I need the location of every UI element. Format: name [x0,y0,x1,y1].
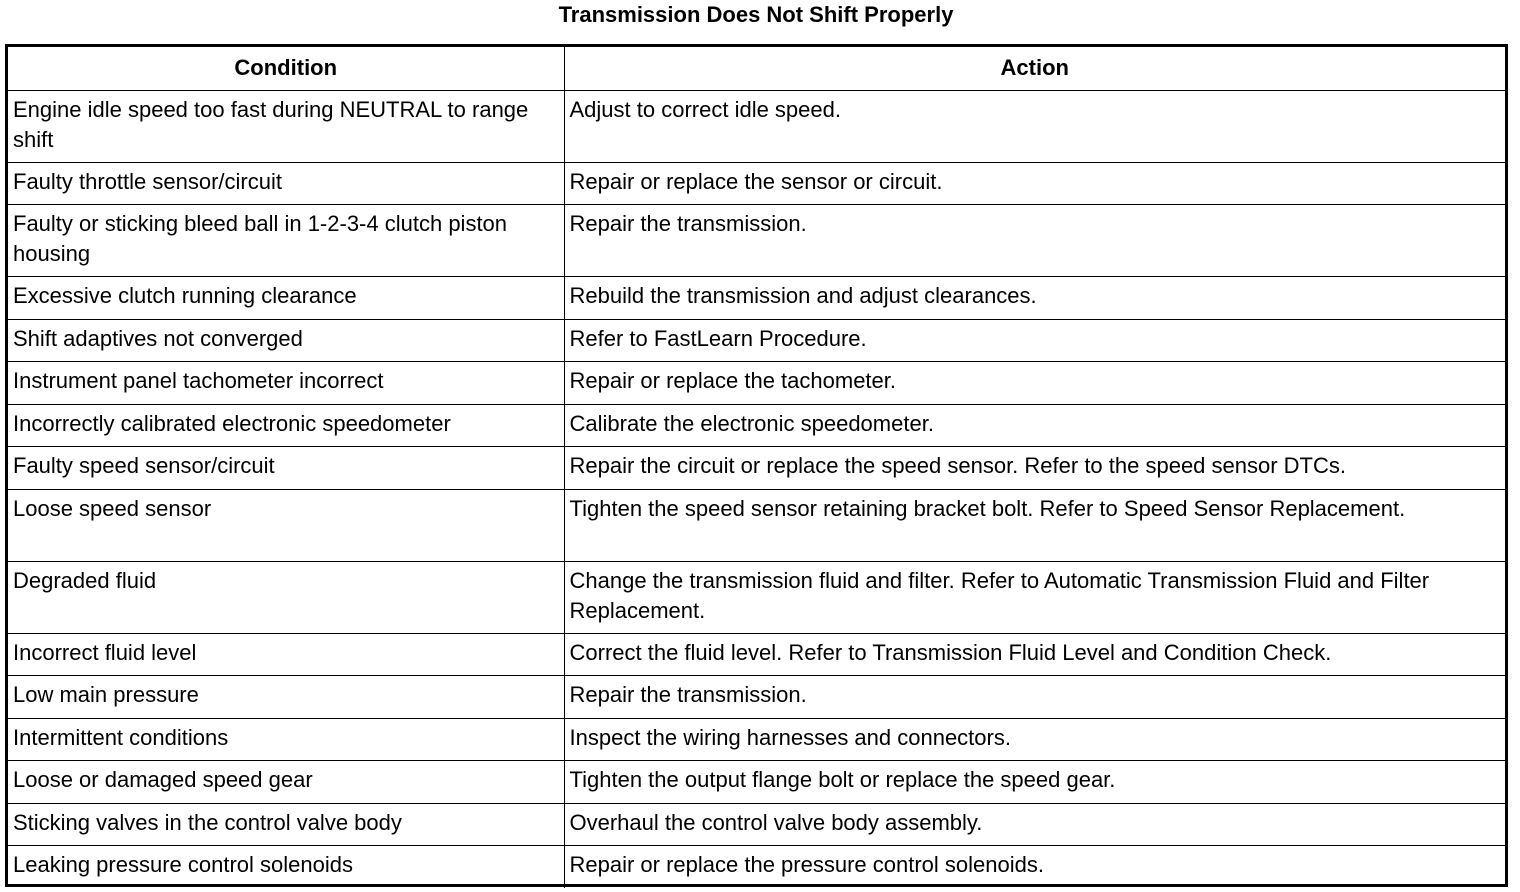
condition-cell: Faulty throttle sensor/circuit [8,162,564,205]
table-row [8,205,1505,277]
action-cell: Rebuild the transmission and adjust clearances. [564,277,1505,320]
table-row [8,633,1505,676]
condition-cell: Engine idle speed too fast during NEUTRAL to range shift [8,90,564,162]
table-row [8,489,1505,561]
action-cell: Repair or replace the tachometer. [564,362,1505,405]
condition-cell: Incorrectly calibrated electronic speedometer [8,404,564,447]
condition-cell: Leaking pressure control solenoids [8,846,564,889]
table-row [8,447,1505,490]
condition-cell: Intermittent conditions [8,718,564,761]
action-cell: Tighten the output flange bolt or replace the speed gear. [564,761,1505,804]
table-row [8,162,1505,205]
action-cell: Tighten the speed sensor retaining bracket bolt. Refer to Speed Sensor Replacement. [564,489,1505,561]
action-cell: Repair or replace the sensor or circuit. [564,162,1505,205]
condition-cell: Loose speed sensor [8,489,564,561]
condition-cell: Shift adaptives not converged [8,319,564,362]
condition-cell: Incorrect fluid level [8,633,564,676]
action-cell: Correct the fluid level. Refer to Transmission Fluid Level and Condition Check. [564,633,1505,676]
table-row [8,846,1505,889]
table-row [8,277,1505,320]
condition-cell: Sticking valves in the control valve body [8,803,564,846]
condition-cell: Faulty or sticking bleed ball in 1-2-3-4 clutch piston housing [8,205,564,277]
column-header-action: Action [564,47,1505,90]
action-cell: Repair the transmission. [564,676,1505,719]
page-title: Transmission Does Not Shift Properly [558,2,954,27]
action-cell: Repair the circuit or replace the speed sensor. Refer to the speed sensor DTCs. [564,447,1505,490]
action-cell: Repair or replace the pressure control solenoids. [564,846,1505,889]
condition-cell: Instrument panel tachometer incorrect [8,362,564,405]
condition-cell: Faulty speed sensor/circuit [8,447,564,490]
table-row [8,362,1505,405]
table-row [8,561,1505,633]
action-cell: Repair the transmission. [564,205,1505,277]
table-row [8,319,1505,362]
table-row [8,761,1505,804]
troubleshooting-table [5,44,1508,887]
action-cell: Inspect the wiring harnesses and connectors. [564,718,1505,761]
condition-cell: Low main pressure [8,676,564,719]
condition-cell: Loose or damaged speed gear [8,761,564,804]
table-row [8,676,1505,719]
action-cell: Change the transmission fluid and filter. Refer to Automatic Transmission Fluid and Filter Replacement. [564,561,1505,633]
action-cell: Adjust to correct idle speed. [564,90,1505,162]
column-header-condition: Condition [8,47,564,90]
action-cell: Calibrate the electronic speedometer. [564,404,1505,447]
condition-cell: Degraded fluid [8,561,564,633]
table-row [8,90,1505,162]
condition-cell: Excessive clutch running clearance [8,277,564,320]
action-cell: Refer to FastLearn Procedure. [564,319,1505,362]
table-row [8,404,1505,447]
table-header-row [8,47,1505,90]
table-row [8,718,1505,761]
table-row [8,803,1505,846]
action-cell: Overhaul the control valve body assembly. [564,803,1505,846]
